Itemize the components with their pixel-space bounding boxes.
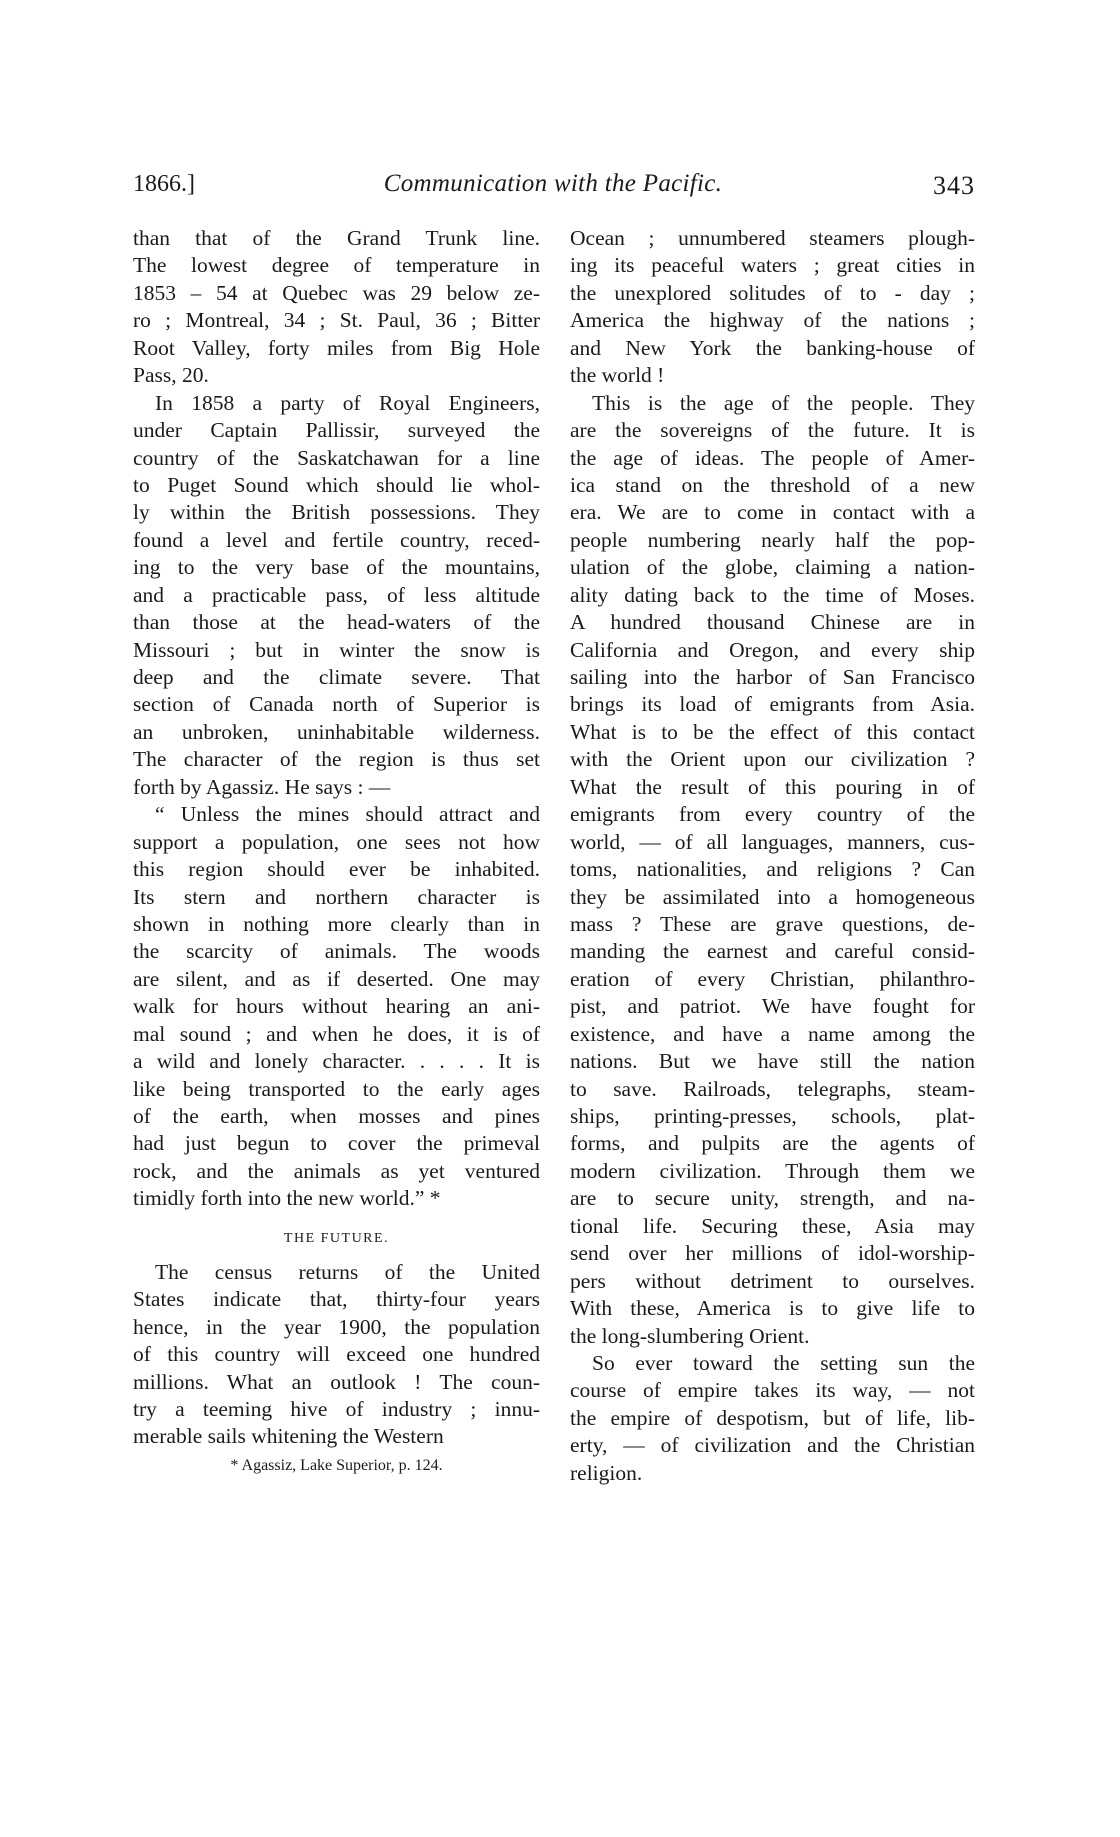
text-line: “ Unless the mines should attract and (155, 802, 540, 827)
text-line: America the highway of the nations ; (570, 308, 975, 333)
running-head-title: Communication with the Pacific. (383, 170, 723, 197)
text-line: than that of the Grand Trunk line. (133, 226, 540, 250)
text-line: are the sovereigns of the future. It is (570, 418, 975, 443)
text-line: California and Oregon, and every ship (570, 637, 975, 662)
paragraph (133, 225, 540, 390)
text-line: the scarcity of animals. The woods (133, 939, 540, 964)
text-line: the long-slumbering Orient. (570, 1323, 810, 1348)
text-line: the age of ideas. The people of Amer- (570, 445, 975, 470)
text-line: try a teeming hive of industry ; innu- (133, 1396, 540, 1421)
text-line: What the result of this pouring in of (570, 774, 975, 799)
text-line: brings its load of emigrants from Asia. (570, 692, 975, 717)
text-line: So ever toward the setting sun the (592, 1350, 975, 1375)
paragraph (133, 1259, 540, 1451)
running-head-year: 1866.] (133, 171, 195, 197)
left-column (133, 225, 540, 1479)
paragraph (570, 1350, 975, 1487)
text-line: pist, and patriot. We have fought for (570, 994, 975, 1019)
text-line: an unbroken, uninhabitable wilderness. (133, 719, 540, 744)
text-line: ica stand on the threshold of a new (570, 472, 975, 497)
text-line: ro ; Montreal, 34 ; St. Paul, 36 ; Bitter (133, 308, 540, 333)
text-line: 1853 – 54 at Quebec was 29 below ze- (133, 280, 540, 305)
text-line: era. We are to come in contact with a (570, 500, 975, 525)
text-line: This is the age of the people. They (592, 390, 975, 415)
text-line: With these, America is to give life to (570, 1296, 975, 1321)
text-line: had just begun to cover the primeval (133, 1131, 540, 1156)
text-line: the unexplored solitudes of to - day ; (570, 280, 975, 305)
paragraph (570, 390, 975, 1350)
text-line: What is to be the effect of this contact (570, 719, 975, 744)
text-line: ing its peaceful waters ; great cities in (570, 253, 975, 278)
text-line: merable sails whitening the Western (133, 1424, 444, 1449)
text-line: Missouri ; but in winter the snow is (133, 637, 540, 662)
text-line: States indicate that, thirty-four years (133, 1287, 540, 1312)
text-line: millions. What an outlook ! The coun- (133, 1369, 540, 1394)
text-line: with the Orient upon our civilization ? (570, 747, 975, 772)
text-line: found a level and fertile country, reced- (133, 527, 540, 552)
text-line: mal sound ; and when he does, it is of (133, 1021, 540, 1046)
text-line: religion. (570, 1460, 643, 1485)
text-line: ulation of the globe, claiming a nation- (570, 555, 975, 580)
text-line: deep and the climate severe. That (133, 665, 540, 689)
text-line: ing to the very base of the mountains, (133, 555, 540, 580)
running-head (133, 168, 975, 204)
text-line: erty, — of civilization and the Christian (570, 1433, 975, 1458)
text-line: emigrants from every country of the (570, 802, 975, 827)
paragraph (133, 390, 540, 802)
text-line: shown in nothing more clearly than in (133, 911, 540, 936)
text-line: sailing into the harbor of San Francisco (570, 665, 975, 689)
text-line: existence, and have a name among the (570, 1021, 975, 1046)
text-line: ly within the British possessions. They (133, 500, 540, 525)
text-line: manding the earnest and careful consid- (570, 939, 975, 964)
text-line: world, — of all languages, manners, cus- (570, 829, 975, 854)
text-line: section of Canada north of Superior is (133, 692, 540, 717)
text-line: to Puget Sound which should lie whol- (133, 472, 540, 497)
text-line: and a practicable pass, of less altitude (133, 582, 540, 607)
text-line: Ocean ; unnumbered steamers plough- (570, 226, 975, 250)
text-line: The lowest degree of temperature in (133, 253, 540, 278)
text-line: The census returns of the United (155, 1259, 540, 1284)
text-line: the empire of despotism, but of life, lib- (570, 1405, 975, 1430)
text-line: of this country will exceed one hundred (133, 1342, 540, 1367)
text-line: the world ! (570, 363, 665, 388)
text-line: hence, in the year 1900, the population (133, 1314, 540, 1339)
text-line: support a population, one sees not how (133, 829, 540, 854)
text-line: forth by Agassiz. He says : — (133, 774, 391, 799)
text-line: are silent, and as if deserted. One may (133, 966, 540, 991)
text-line: timidly forth into the new world.” * (133, 1186, 441, 1211)
text-line: eration of every Christian, philanthro- (570, 966, 975, 991)
text-line: modern civilization. Through them we (570, 1158, 975, 1183)
right-column (570, 225, 975, 1487)
text-line: In 1858 a party of Royal Engineers, (155, 390, 540, 415)
text-line: walk for hours without hearing an ani- (133, 994, 540, 1019)
text-line: and New York the banking-house of (570, 335, 975, 360)
text-line: of the earth, when mosses and pines (133, 1104, 540, 1128)
text-line: country of the Saskatchawan for a line (133, 445, 540, 470)
text-line: like being transported to the early ages (133, 1076, 540, 1101)
text-line: nations. But we have still the nation (570, 1049, 975, 1074)
text-line: Root Valley, forty miles from Big Hole (133, 335, 540, 360)
section-heading: THE FUTURE. (283, 1230, 390, 1246)
text-line: pers without detriment to ourselves. (570, 1268, 975, 1293)
text-line: Its stern and northern character is (133, 884, 540, 909)
paragraph (133, 801, 540, 1213)
text-line: A hundred thousand Chinese are in (570, 610, 975, 635)
text-line: they be assimilated into a homogeneous (570, 884, 975, 909)
text-line: rock, and the animals as yet ventured (133, 1158, 540, 1183)
footnote: * Agassiz, Lake Superior, p. 124. (230, 1456, 443, 1474)
text-line: course of empire takes its way, — not (570, 1378, 975, 1403)
text-line: to save. Railroads, telegraphs, steam- (570, 1076, 975, 1101)
text-line: mass ? These are grave questions, de- (570, 911, 975, 936)
text-line: ality dating back to the time of Moses. (570, 582, 975, 607)
text-line: this region should ever be inhabited. (133, 857, 540, 882)
text-line: a wild and lonely character. . . . . It is (133, 1049, 540, 1074)
text-line: are to secure unity, strength, and na- (570, 1186, 975, 1211)
text-line: forms, and pulpits are the agents of (570, 1131, 975, 1156)
text-line: send over her millions of idol-worship- (570, 1241, 975, 1266)
text-line: than those at the head-waters of the (133, 610, 540, 635)
text-line: tional life. Securing these, Asia may (570, 1213, 975, 1238)
text-line: ships, printing-presses, schools, plat- (570, 1104, 975, 1128)
text-line: people numbering nearly half the pop- (570, 527, 975, 552)
paragraph (570, 225, 975, 390)
page-number: 343 (933, 171, 975, 200)
text-line: Pass, 20. (133, 363, 209, 388)
text-line: The character of the region is thus set (133, 747, 540, 772)
text-line: under Captain Pallissir, surveyed the (133, 418, 540, 443)
text-line: toms, nationalities, and religions ? Can (570, 857, 975, 882)
